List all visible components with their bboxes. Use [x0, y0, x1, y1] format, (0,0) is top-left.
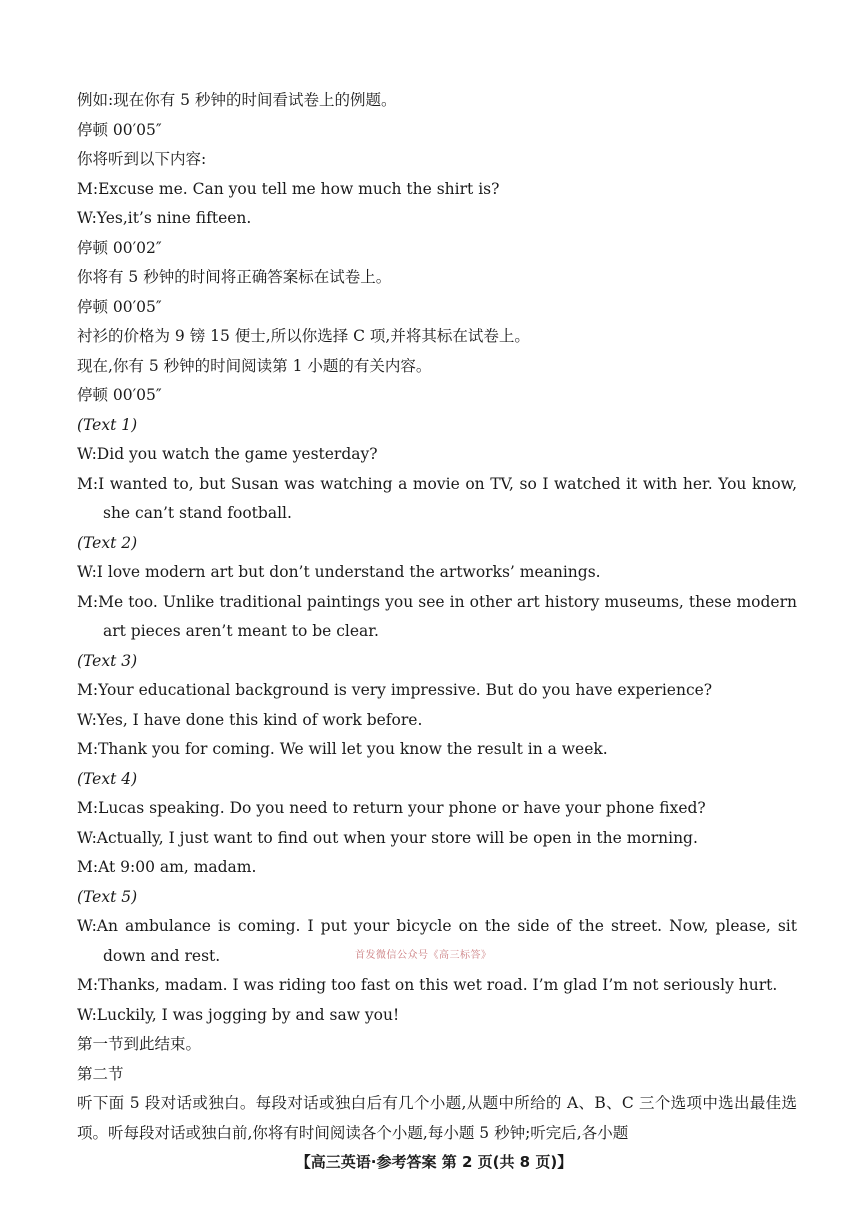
- dialogue-line: W:I love modern art but don’t understand the artworks’ meanings.: [77, 563, 601, 581]
- dialogue-line: W:Yes, I have done this kind of work before.: [77, 710, 423, 729]
- text-section-label: (Text 5): [77, 887, 138, 906]
- text-section-label: (Text 2): [77, 533, 138, 552]
- instruction-line: 现在,你有 5 秒钟的时间阅读第 1 小题的有关内容。: [77, 356, 432, 375]
- dialogue-line: M:Lucas speaking. Do you need to return your phone or have your phone fixed?: [77, 799, 706, 817]
- instruction-line: 你将听到以下内容:: [77, 150, 207, 168]
- dialogue-line: M:I wanted to, but Susan was watching a movie on TV, so I watched it with her. You know, she can’t stand football.: [77, 474, 797, 522]
- instruction-line: 衬衫的价格为 9 镑 15 便士,所以你选择 C 项,并将其标在试卷上。: [77, 327, 530, 345]
- dialogue-line: M:Me too. Unlike traditional paintings you see in other art history museums, these modern art pieces aren’t meant to be clear.: [77, 592, 797, 640]
- instruction-line: 例如:现在你有 5 秒钟的时间看试卷上的例题。: [77, 91, 397, 109]
- dialogue-line: W:Actually, I just want to find out when your store will be open in the morning.: [77, 828, 698, 847]
- dialogue-line: M:Thanks, madam. I was riding too fast on this wet road. I’m glad I’m not seriously hurt.: [77, 976, 778, 994]
- dialogue-line: W:Did you watch the game yesterday?: [77, 445, 378, 463]
- text-section-label: (Text 3): [77, 651, 138, 670]
- dialogue-line: W:Luckily, I was jogging by and saw you!: [77, 1005, 400, 1024]
- instruction-line: 停顿 00′05″: [77, 386, 162, 404]
- watermark-text: 首发微信公众号《高三标答》: [355, 950, 492, 961]
- text-section-label: (Text 4): [77, 769, 138, 788]
- instruction-line: 第一节到此结束。: [77, 1035, 202, 1053]
- transcript-body: [77, 86, 797, 1148]
- instruction-line: 你将有 5 秒钟的时间将正确答案标在试卷上。: [77, 268, 392, 286]
- dialogue-line: W:An ambulance is coming. I put your bicycle on the side of the street. Now, please, sit down and rest.: [77, 917, 797, 965]
- instruction-line: 听下面 5 段对话或独白。每段对话或独白后有几个小题,从题中所给的 A、B、C 三个选项中选出最佳选项。听每段对话或独白前,你将有时间阅读各个小题,每小题 5 秒钟;听完后,各小题: [77, 1094, 797, 1142]
- dialogue-line: M:Thank you for coming. We will let you know the result in a week.: [77, 740, 608, 758]
- dialogue-line: M:Excuse me. Can you tell me how much the shirt is?: [77, 179, 500, 198]
- instruction-line: 停顿 00′05″: [77, 297, 162, 316]
- dialogue-line: W:Yes,it’s nine fifteen.: [77, 209, 252, 227]
- instruction-line: 第二节: [77, 1064, 124, 1083]
- instruction-line: 停顿 00′02″: [77, 238, 162, 257]
- dialogue-line: M:Your educational background is very impressive. But do you have experience?: [77, 681, 713, 699]
- instruction-line: 停顿 00′05″: [77, 120, 162, 139]
- dialogue-line: M:At 9:00 am, madam.: [77, 858, 257, 876]
- text-section-label: (Text 1): [77, 415, 138, 434]
- page-footer: 【高三英语·参考答案 第 2 页(共 8 页)】: [295, 1153, 573, 1171]
